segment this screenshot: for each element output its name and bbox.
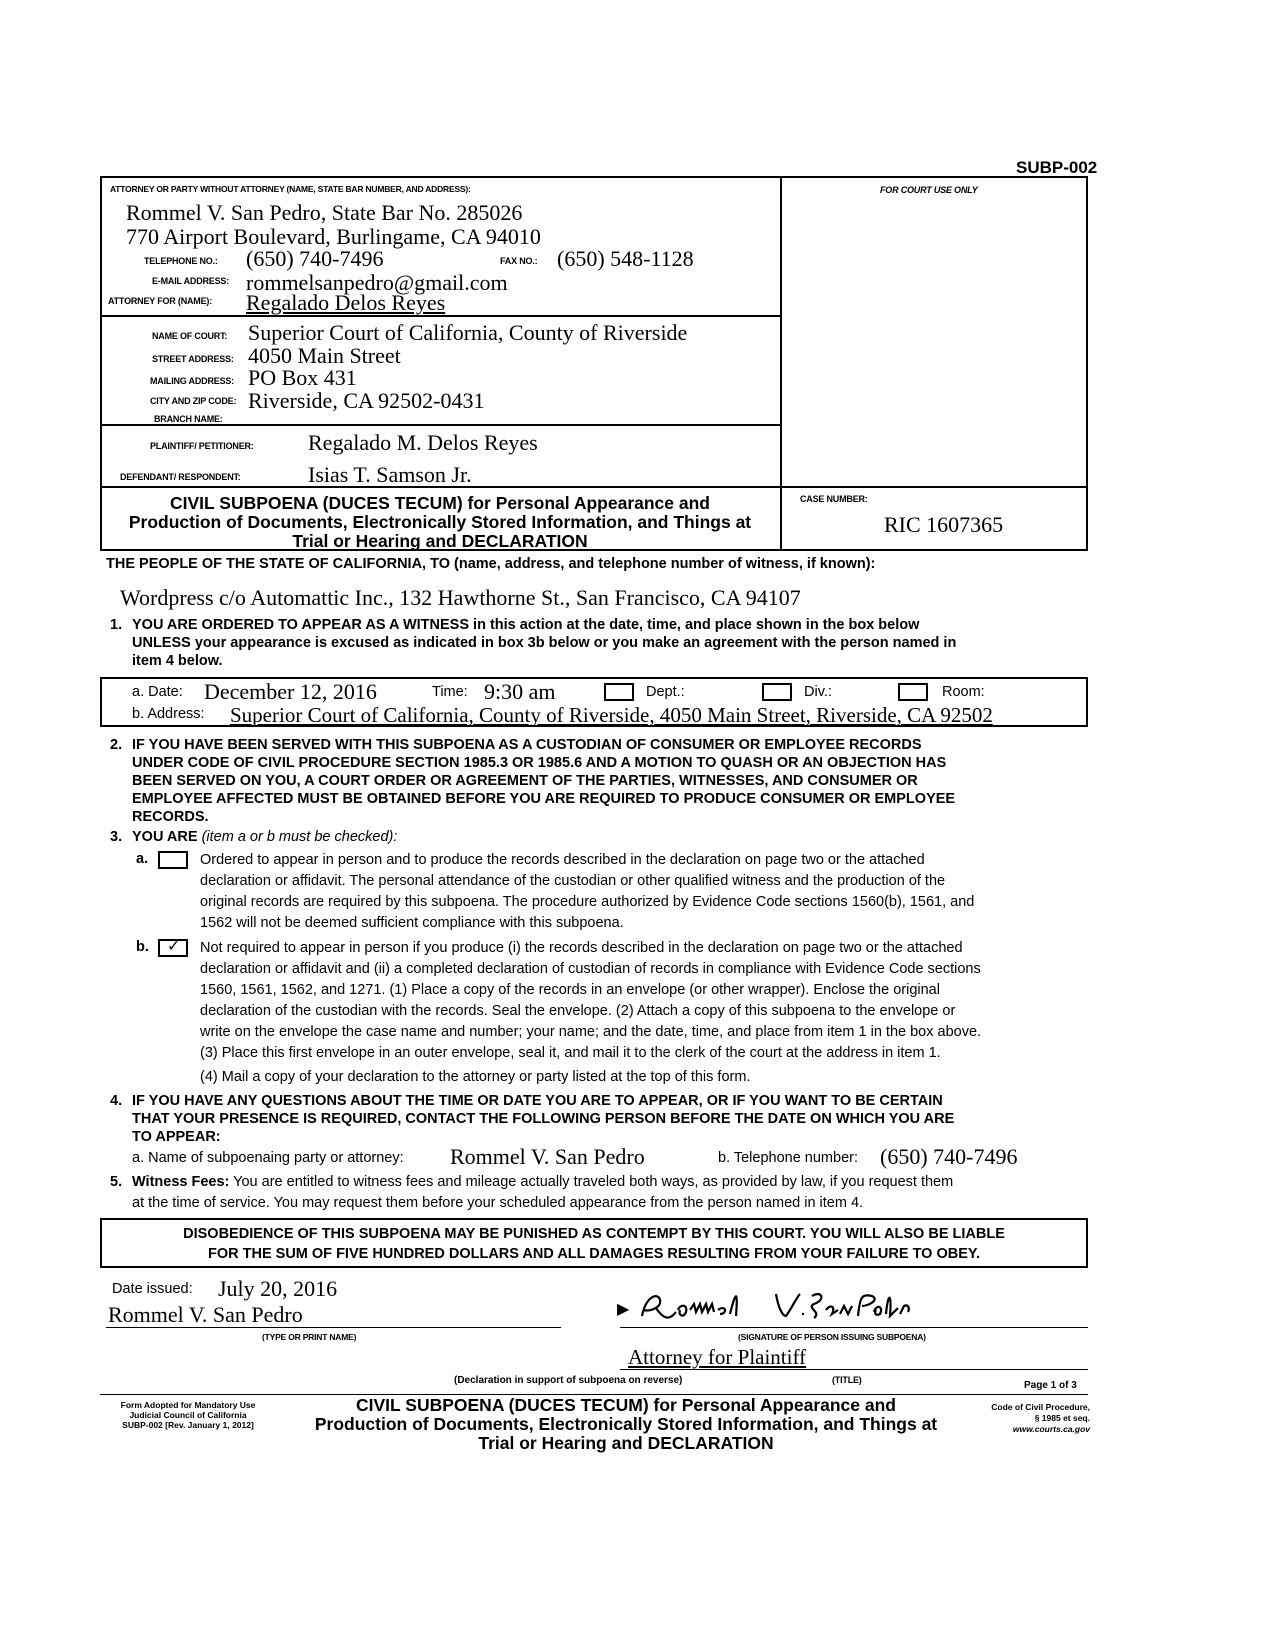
item1-text: YOU ARE ORDERED TO APPEAR AS A WITNESS in this action at the date, time, and place shown in the box below UNLESS your appearance is excused as indicated in box 3b below or you make an agreement with the person named in item 4 below. — [132, 617, 957, 669]
item3a-label: a. — [136, 851, 149, 867]
item3-number: 3. — [110, 829, 123, 845]
div-checkbox[interactable] — [762, 683, 792, 701]
time-label: Time: — [432, 684, 468, 700]
item4-phone-label: b. Telephone number: — [718, 1150, 859, 1166]
printed-name-caption: (TYPE OR PRINT NAME) — [262, 1332, 357, 1342]
plaintiff-label: PLAINTIFF/ PETITIONER: — [150, 441, 254, 451]
item3-heading: YOU ARE (item a or b must be checked): — [132, 829, 398, 845]
item3a-checkbox[interactable] — [158, 851, 188, 869]
item5-text: Witness Fees: You are entitled to witness fees and mileage actually traveled both ways, as provided by law, if you request them at the time of service. You may request them before your scheduled appearance from the person named in item 4. — [132, 1174, 954, 1211]
room-label: Room: — [942, 684, 985, 700]
witness: Wordpress c/o Automattic Inc., 132 Hawthorne St., San Francisco, CA 94107 — [120, 585, 801, 610]
item1-number: 1. — [110, 617, 123, 633]
case-number-label: CASE NUMBER: — [800, 494, 868, 504]
form-title: CIVIL SUBPOENA (DUCES TECUM) for Personal Appearance and Production of Documents, Electronically Stored Information, and Things at Trial or Hearing and DECLARATION — [128, 493, 752, 551]
court-city-label: CITY AND ZIP CODE: — [150, 396, 237, 406]
address-label: b. Address: — [132, 706, 205, 722]
attorney-header-label: ATTORNEY OR PARTY WITHOUT ATTORNEY (NAME, STATE BAR NUMBER, AND ADDRESS): — [110, 184, 471, 194]
signature-scribble — [636, 1286, 936, 1328]
page-label: Page 1 of 3 — [1024, 1380, 1077, 1391]
div-label: Div.: — [804, 684, 832, 700]
item4-number: 4. — [110, 1093, 123, 1109]
footer-left: Form Adopted for Mandatory Use Judicial Council of California SUBP-002 [Rev. January 1, 2012] — [120, 1400, 256, 1430]
plaintiff-name: Regalado M. Delos Reyes — [308, 430, 538, 455]
date-label: a. Date: — [132, 684, 183, 700]
attorney-for-label: ATTORNEY FOR (NAME): — [108, 296, 212, 306]
item4-name-label: a. Name of subpoenaing party or attorney: — [132, 1150, 404, 1166]
arrow-icon: ▶ — [617, 1301, 630, 1318]
date-issued: July 20, 2016 — [218, 1276, 338, 1301]
warning-text: DISOBEDIENCE OF THIS SUBPOENA MAY BE PUNISHED AS CONTEMPT BY THIS COURT. YOU WILL ALSO BE LIABLE FOR THE SUM OF FIVE HUNDRED DOLLARS AND ALL DAMAGES RESULTING FROM YOUR FAILURE TO OBEY. — [183, 1226, 1005, 1262]
appearance-time: 9:30 am — [484, 679, 556, 704]
item4-name: Rommel V. San Pedro — [450, 1144, 645, 1169]
case-number: RIC 1607365 — [884, 512, 1004, 537]
form-number: SUBP-002 — [1016, 158, 1098, 177]
dept-checkbox[interactable] — [604, 683, 634, 701]
declaration-note: (Declaration in support of subpoena on reverse) — [454, 1375, 683, 1386]
attorney-name-line: Rommel V. San Pedro, State Bar No. 285026 — [126, 200, 523, 225]
item4-phone: (650) 740-7496 — [880, 1144, 1018, 1169]
court-street-label: STREET ADDRESS: — [152, 354, 234, 364]
signature-caption: (SIGNATURE OF PERSON ISSUING SUBPOENA) — [738, 1332, 926, 1342]
attorney-telephone: (650) 740-7496 — [246, 246, 384, 271]
court-use-label: FOR COURT USE ONLY — [880, 185, 978, 195]
item3b-checkbox[interactable] — [158, 936, 188, 957]
court-name: Superior Court of California, County of Riverside — [248, 320, 688, 345]
branch-label: BRANCH NAME: — [154, 414, 223, 424]
item3b-text: Not required to appear in person if you produce (i) the records described in the declaration on page two or the attached declaration or affidavit and (ii) a completed declaration of custodian of records in compliance with Evidence Code sections 1560, 1561, 1562, and 1271. (1) Place a copy of the records in an envelope (or other wrapper). Enclose the original declaration of the custodian with the records. Seal the envelope. (2) Attach a copy of this subpoena to the envelope or write on the envelope the case name and number; your name; and the date, time, and place from item 1 in the box above. (3) Place this first envelope in an outer envelope, seal it, and mail it to the clerk of the court at the address in item 1. (4) Mail a copy of your declaration to the attorney or party listed at the top of this form. — [200, 940, 982, 1085]
footer-right: Code of Civil Procedure, § 1985 et seq. www.courts.ca.gov — [991, 1402, 1090, 1434]
court-name-label: NAME OF COURT: — [152, 331, 228, 341]
item2-number: 2. — [110, 737, 123, 753]
appearance-date: December 12, 2016 — [204, 679, 377, 704]
title-caption: (TITLE) — [832, 1375, 862, 1385]
telephone-label: TELEPHONE NO.: — [144, 256, 218, 266]
defendant-label: DEFENDANT/ RESPONDENT: — [120, 472, 241, 482]
date-issued-label: Date issued: — [112, 1281, 193, 1297]
defendant-name: Isias T. Samson Jr. — [308, 462, 472, 487]
checkmark-icon: ✓ — [167, 936, 181, 955]
court-mailing-label: MAILING ADDRESS: — [150, 376, 234, 386]
room-checkbox[interactable] — [898, 683, 928, 701]
footer-title: CIVIL SUBPOENA (DUCES TECUM) for Personal Appearance and Production of Documents, Electronically Stored Information, and Things at Trial or Hearing and DECLARATION — [314, 1395, 938, 1453]
item3b-label: b. — [136, 939, 149, 955]
attorney-address-line: 770 Airport Boulevard, Burlingame, CA 94010 — [126, 224, 541, 249]
attorney-fax: (650) 548-1128 — [557, 246, 694, 271]
attorney-email: rommelsanpedro@gmail.com — [246, 270, 508, 295]
printed-name: Rommel V. San Pedro — [108, 1302, 303, 1327]
dept-label: Dept.: — [646, 684, 685, 700]
item4-text: IF YOU HAVE ANY QUESTIONS ABOUT THE TIME OR DATE YOU ARE TO APPEAR, OR IF YOU WANT TO BE CERTAIN THAT YOUR PRESENCE IS REQUIRED, CONTACT THE FOLLOWING PERSON BEFORE THE DATE ON WHICH YOU ARE TO APPEAR: — [132, 1093, 955, 1145]
court-mailing: PO Box 431 — [248, 365, 357, 390]
item2-text: IF YOU HAVE BEEN SERVED WITH THIS SUBPOENA AS A CUSTODIAN OF CONSUMER OR EMPLOYEE RECORDS UNDER CODE OF CIVIL PROCEDURE SECTION 1985.3 OR 1985.6 AND A MOTION TO QUASH OR AN OBJECTION HAS BEEN SERVED ON YOU, A COURT ORDER OR AGREEMENT OF THE PARTIES, WITNESSES, AND CONSUMER OR EMPLOYEE AFFECTED MUST BE OBTAINED BEFORE YOU ARE REQUIRED TO PRODUCE CONSUMER OR EMPLOYEE RECORDS. — [132, 737, 956, 825]
item3a-text: Ordered to appear in person and to produce the records described in the declaration on page two or the attached declaration or affidavit. The personal attendance of the custodian or other qualified witness and the production of the original records are required by this subpoena. The procedure authorized by Evidence Code sections 1560(b), 1561, and 1562 will not be deemed sufficient compliance with this subpoena. — [200, 852, 975, 931]
appearance-address: Superior Court of California, County of Riverside, 4050 Main Street, Riverside, CA 92502 — [230, 703, 993, 727]
item5-number: 5. — [110, 1174, 123, 1190]
attorney-for: Regalado Delos Reyes — [246, 290, 446, 315]
email-label: E-MAIL ADDRESS: — [152, 276, 230, 286]
people-line: THE PEOPLE OF THE STATE OF CALIFORNIA, TO (name, address, and telephone number of witness, if known): — [106, 556, 876, 572]
court-city: Riverside, CA 92502-0431 — [248, 388, 485, 413]
court-street: 4050 Main Street — [248, 343, 401, 368]
fax-label: FAX NO.: — [500, 256, 538, 266]
issuer-title: Attorney for Plaintiff — [628, 1345, 807, 1369]
